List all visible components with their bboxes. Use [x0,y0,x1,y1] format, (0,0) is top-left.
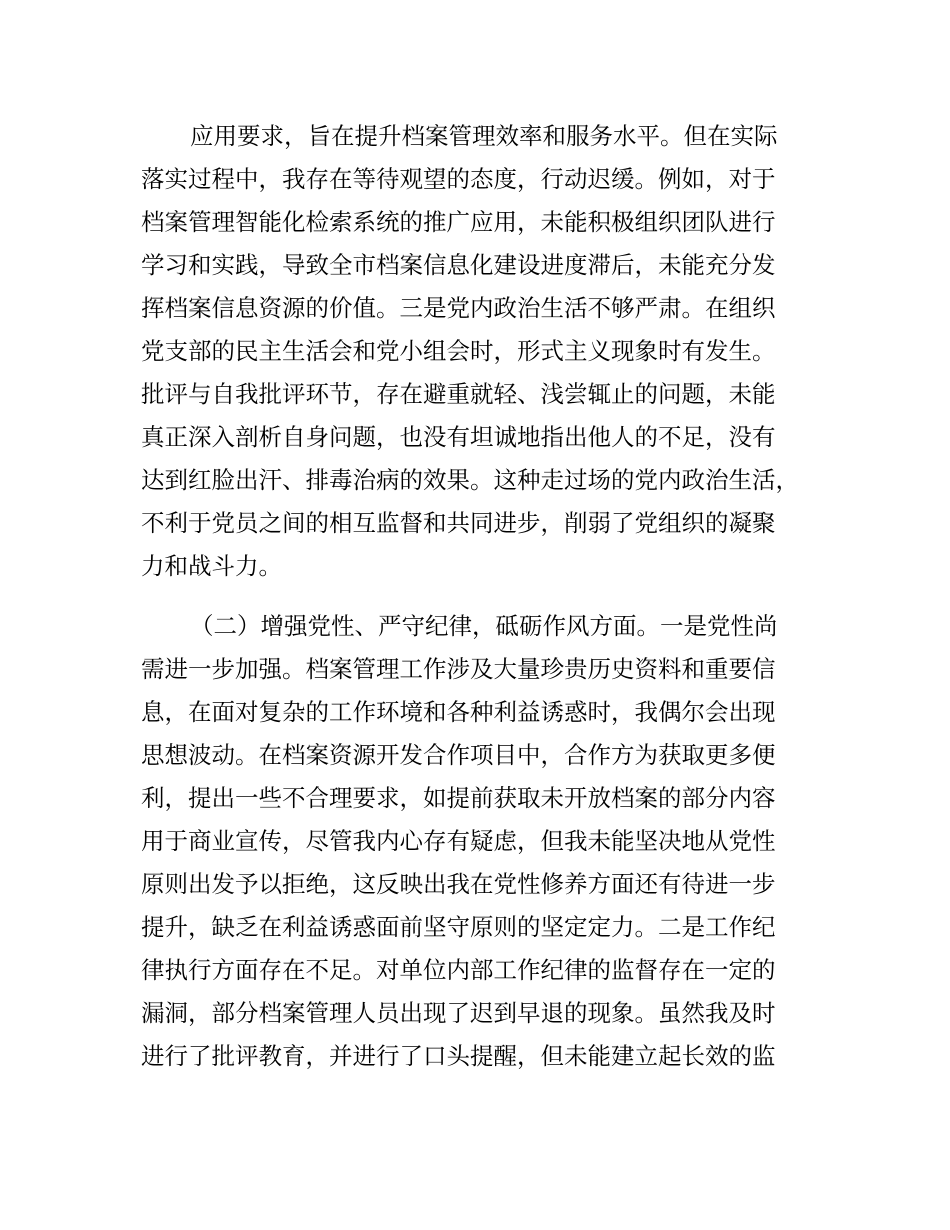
text-line: 不利于党员之间的相互监督和共同进步，削弱了党组织的凝聚 [141,509,776,537]
text-line: 律执行方面存在不足。对单位内部工作纪律的监督存在一定的 [141,956,776,984]
text-line: 力和战斗力。 [141,552,282,580]
text-line: 用于商业宣传，尽管我内心存有疑虑，但我未能坚决地从党性 [141,827,776,855]
text-line: 原则出发予以拒绝，这反映出我在党性修养方面还有待进一步 [141,870,776,898]
text-line: 党支部的民主生活会和党小组会时，形式主义现象时有发生。 [141,337,776,365]
text-line: 需进一步加强。档案管理工作涉及大量珍贵历史资料和重要信 [141,655,776,683]
text-line: 漏洞，部分档案管理人员出现了迟到早退的现象。虽然我及时 [141,999,776,1027]
text-line: 利，提出一些不合理要求，如提前获取未开放档案的部分内容 [141,784,776,812]
text-line: 档案管理智能化检索系统的推广应用，未能积极组织团队进行 [141,208,776,236]
text-line: 应用要求，旨在提升档案管理效率和服务水平。但在实际 [190,122,778,150]
text-line: 思想波动。在档案资源开发合作项目中，合作方为获取更多便 [141,741,776,769]
text-line: 落实过程中，我存在等待观望的态度，行动迟缓。例如，对于 [141,165,776,193]
text-line: 提升，缺乏在利益诱惑面前坚守原则的坚定定力。二是工作纪 [141,913,776,941]
text-line: 进行了批评教育，并进行了口头提醒，但未能建立起长效的监 [141,1042,776,1070]
text-line: （二）增强党性、严守纪律，砥砺作风方面。一是党性尚 [190,612,778,640]
text-line: 挥档案信息资源的价值。三是党内政治生活不够严肃。在组织 [141,294,776,322]
text-line: 真正深入剖析自身问题，也没有坦诚地指出他人的不足，没有 [141,423,776,451]
text-line: 息，在面对复杂的工作环境和各种利益诱惑时，我偶尔会出现 [141,698,776,726]
text-line: 学习和实践，导致全市档案信息化建设进度滞后，未能充分发 [141,251,776,279]
text-line: 达到红脸出汗、排毒治病的效果。这种走过场的党内政治生活， [141,466,799,494]
text-line: 批评与自我批评环节，存在避重就轻、浅尝辄止的问题，未能 [141,380,776,408]
